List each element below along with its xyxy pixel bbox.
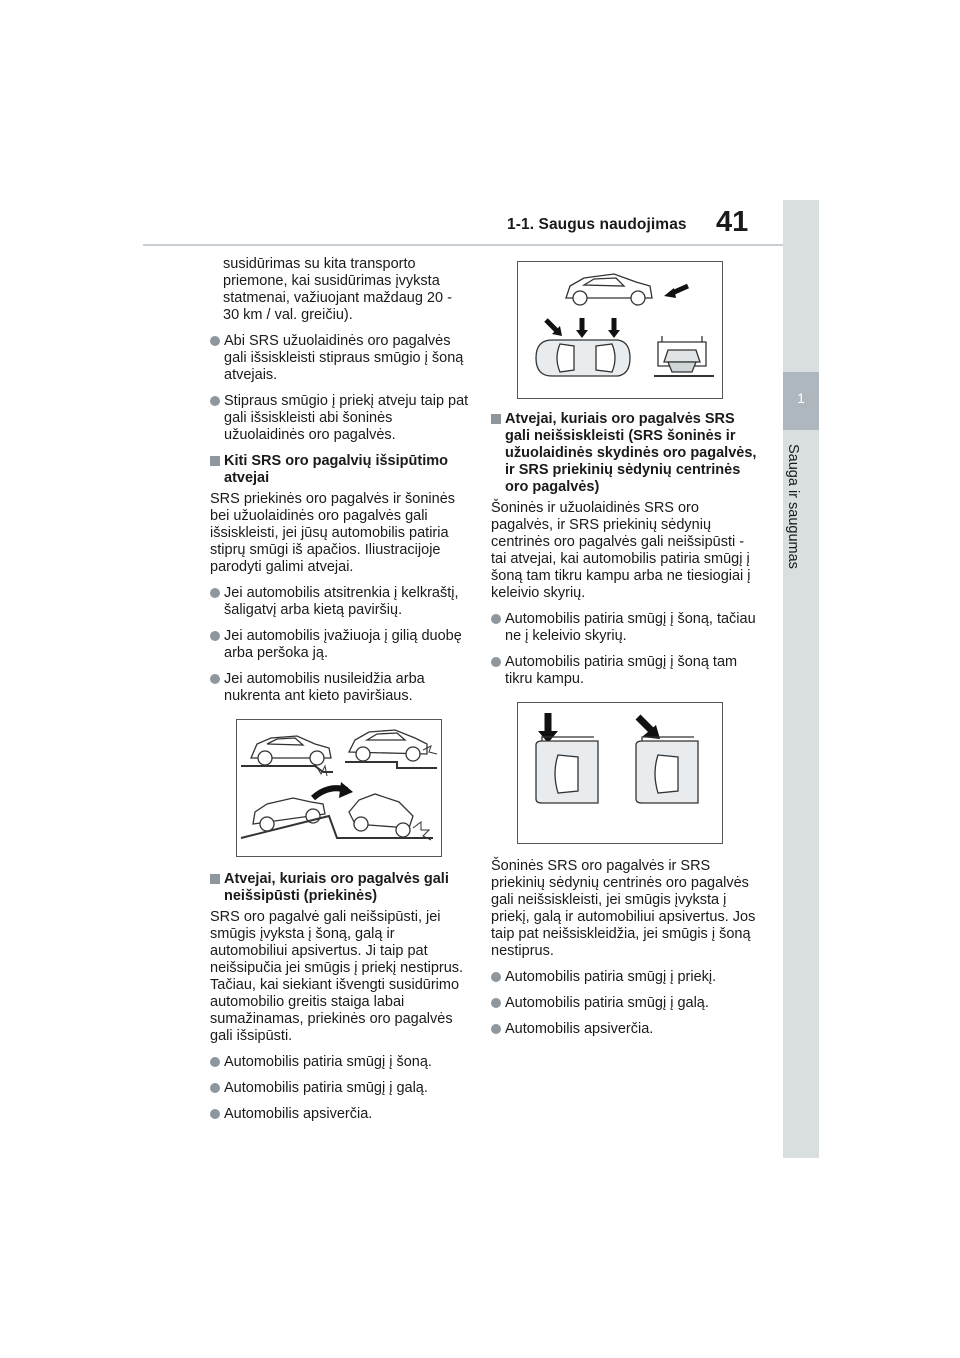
square-bullet-icon: [210, 456, 220, 466]
bullet-icon: [210, 336, 220, 346]
paragraph: Šoninės ir užuolaidinės SRS oro pagalvės, ir SRS priekinių sėdynių centrinės oro pagalvės gali neišsipūsti - tai atvejai, kai automobilis patiria smūgį į šoną tam tikru kampu arba ne tiesiogiai į keleivio skyrių.: [491, 500, 751, 601]
right-column: [491, 261, 759, 1047]
bullet-icon: [491, 1024, 501, 1034]
bullet-icon: [210, 1057, 220, 1067]
square-bullet-icon: [210, 874, 220, 884]
paragraph: Šoninės SRS oro pagalvės ir SRS priekinių sėdynių centrinės oro pagalvės gali neišsiskleisti, jei smūgis įvyksta į priekį, galą ir automobiliui apsivertus. Jos taip pat neišsiskleidžia, jei smūgis į šoną nestiprus.: [491, 858, 756, 959]
subheading: Atvejai, kuriais oro pagalvės gali neišsipūsti (priekinės): [210, 871, 472, 905]
bullet-icon: [210, 396, 220, 406]
list-item: Automobilis patiria smūgį į priekį.: [491, 969, 759, 986]
list-item: Automobilis patiria smūgį į šoną, tačiau ne į keleivio skyrių.: [491, 611, 759, 645]
subheading: Kiti SRS oro pagalvių išsipūtimo atvejai: [210, 453, 472, 487]
list-item: Jei automobilis atsitrenkia į kelkraštį, šaligatvį arba kietą paviršių.: [210, 585, 472, 619]
bullet-icon: [210, 674, 220, 684]
header-rule: [143, 244, 783, 246]
list-item: Jei automobilis nusileidžia arba nukrenta ant kieto paviršiaus.: [210, 671, 472, 705]
square-bullet-icon: [491, 414, 501, 424]
paragraph: SRS oro pagalvė gali neišsipūsti, jei smūgis įvyksta į šoną, galą ir automobiliui apsivertus. Ji taip pat neišsipučia jei smūgis į priekį nestiprus. Tačiau, kai siekiant išvengti susidūrimo automobilio greitis staiga labai sumažinamas, priekinės oro pagalvės gali išsipūsti.: [210, 909, 464, 1044]
list-item: Abi SRS užuolaidinės oro pagalvės gali išsiskleisti stipraus smūgio į šoną atvejais.: [210, 333, 472, 384]
paragraph: SRS priekinės oro pagalvės ir šoninės bei užuolaidinės oro pagalvės gali išsiskleisti, jei jūsų automobilis patiria stiprų smūgi iš apačios. Iliustracijoje parodyti galimi atvejai.: [210, 491, 456, 575]
chapter-side-tab: [783, 200, 819, 1158]
list-item: Automobilis apsiverčia.: [210, 1106, 472, 1123]
intro-continuation: susidūrimas su kita transporto priemone, kai susidūrimas įvyksta statmenai, važiuojant maždaug 20 - 30 km / val. greičiu).: [223, 256, 452, 323]
section-title: 1-1. Saugus naudojimas: [507, 216, 687, 233]
list-item: Stipraus smūgio į priekį atveju taip pat gali išsiskleisti abi šoninės užuolaidinės oro pagalvės.: [210, 393, 472, 444]
list-item: Automobilis patiria smūgį į šoną.: [210, 1054, 472, 1071]
bullet-icon: [210, 1083, 220, 1093]
side-rear-rollover-illustration: [517, 261, 723, 399]
list-item: Jei automobilis įvažiuoja į gilią duobę arba peršoka ją.: [210, 628, 472, 662]
bullet-icon: [210, 1109, 220, 1119]
chapter-number: 1: [797, 390, 805, 406]
bullet-icon: [491, 998, 501, 1008]
bullet-icon: [491, 657, 501, 667]
bullet-icon: [491, 614, 501, 624]
underside-impact-illustration: [236, 719, 442, 857]
subheading: Atvejai, kuriais oro pagalvės SRS gali neišsiskleisti (SRS šoninės ir užuolaidinės skydinės oro pagalvės, ir SRS priekinių sėdynių centrinės oro pagalvės): [491, 411, 759, 496]
left-column: [210, 256, 472, 1132]
page-number: 41: [716, 206, 749, 238]
chapter-title: Sauga ir saugumas: [785, 444, 801, 569]
bullet-icon: [210, 588, 220, 598]
list-item: Automobilis patiria smūgį į galą.: [210, 1080, 472, 1097]
list-item: Automobilis patiria smūgį į galą.: [491, 995, 759, 1012]
bullet-icon: [210, 631, 220, 641]
bullet-icon: [491, 972, 501, 982]
list-item: Automobilis apsiverčia.: [491, 1021, 759, 1038]
list-item: Automobilis patiria smūgį į šoną tam tikru kampu.: [491, 654, 759, 688]
angled-side-impact-illustration: [517, 702, 723, 844]
